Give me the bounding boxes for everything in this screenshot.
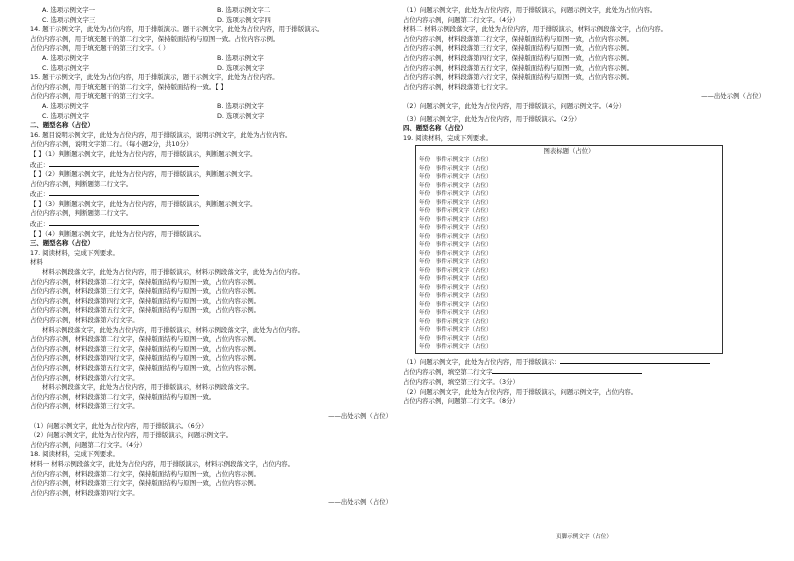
timeline-row: 年份 事件示例文字（占位） [419,327,492,334]
timeline-row: 年份 事件示例文字（占位） [419,157,492,164]
timeline-row: 年份 事件示例文字（占位） [419,267,492,274]
text-line: 占位内容示例，材料段落第六行文字。 [30,373,139,382]
text-line: （2）问题示例文字，此处为占位内容，用于排版演示，问题示例文字，占位内容。 [403,387,638,396]
right-column [403,6,765,407]
text-line: 占位内容示例，材料段落第二行文字，保持版面结构与原图一致，占位内容示例。 [30,469,261,478]
timeline-row: 年份 事件示例文字（占位） [419,174,492,181]
text-line: （2）问题示例文字，此处为占位内容，用于排版演示，问题示例文字。（4分） [403,101,626,110]
choice-option: C. 选项示例文字三 [42,15,96,24]
text-line: 占位内容示例，材料段落第四行文字，保持版面结构与原图一致，占位内容示例。 [30,296,261,305]
text-line: 占位内容示例，材料段落第四行文字。 [30,488,139,497]
text-line: 17. 阅读材料，完成下列要求。 [30,248,119,257]
text-line: 占位内容示例，问题第二行文字。（8分） [403,397,519,406]
text-line: 占位内容示例，材料段落第四行文字，保持版面结构与原图一致，占位内容示例。 [30,354,261,363]
text-line: 材料示例段落文字，此处为占位内容，用于排版演示，材料示例段落文字，此处为占位内容。 [42,325,305,334]
timeline-row: 年份 事件示例文字（占位） [419,310,492,317]
text-line: 占位内容示例，材料段落第三行文字，保持版面结构与原图一致，占位内容示例。 [30,344,261,353]
text-line: 【 】（1）判断题示例文字，此处为占位内容，用于排版演示，判断题示例文字。 [30,149,257,158]
choice-option: A. 选项示例文字 [42,53,89,62]
timeline-row: 年份 事件示例文字（占位） [419,335,492,342]
text-line: 占位内容示例，判断题第二行文字。 [30,209,133,218]
left-column [30,6,392,508]
text-line: 占位内容示例，材料段落第五行文字，保持版面结构与原图一致，占位内容示例。 [30,306,261,315]
text-line: 材料示例段落文字，此处为占位内容，用于排版演示，材料示例段落文字。 [42,383,253,392]
text-line: 占位内容示例，材料段落第三行文字。 [30,402,139,411]
section-heading: 三、题型名称（占位） [30,239,94,248]
choice-option: A. 选项示例文字一 [42,6,96,14]
text-line: 占位内容示例，用于填充题干的第三行文字。（ ） [30,44,170,53]
choice-option: B. 选项示例文字二 [217,6,271,14]
text-line: 占位内容示例，材料段落第二行文字，保持版面结构与原图一致，占位内容示例。 [30,335,261,344]
material-source: ——出处示例（占位） [328,411,392,420]
choice-option: A. 选项示例文字 [42,101,89,110]
timeline-row: 年份 事件示例文字（占位） [419,301,492,308]
choice-row [30,102,392,112]
choice-option: C. 选项示例文字 [42,111,89,120]
timeline-box [415,145,723,354]
text-line: （1）问题示例文字，此处为占位内容，用于排版演示，问题示例文字，此处为占位内容。 [403,6,657,14]
timeline-row: 年份 事件示例文字（占位） [419,344,492,351]
text-line: 占位内容示例，判断题第二行文字。 [30,179,133,188]
timeline-row: 年份 事件示例文字（占位） [419,284,492,291]
timeline-row: 年份 事件示例文字（占位） [419,318,492,325]
answer-blank[interactable] [49,219,199,226]
choice-option: B. 选项示例文字 [217,101,264,110]
text-line: 占位内容示例，用于填充题干的第二行文字，保持版面结构与原图一致。占位内容示例。 [30,34,280,43]
timeline-row: 年份 事件示例文字（占位） [419,182,492,189]
text-line: 【 】（3）判断题示例文字，此处为占位内容，用于排版演示，判断题示例文字。 [30,199,257,208]
text-line: 占位内容示例，材料段落第二行文字，保持版面结构与原图一致，占位内容示例。 [30,277,261,286]
choice-row [30,16,392,26]
choice-option: D. 选项示例文字 [217,111,265,120]
section-heading: 四、题型名称（占位） [403,124,467,133]
text-line: （3）问题示例文字，此处为占位内容，用于排版演示。（2分） [403,114,581,123]
timeline-row: 年份 事件示例文字（占位） [419,216,492,223]
text-line: 占位内容示例，材料段落第六行文字，保持版面结构与原图一致，占位内容示例。 [403,73,634,82]
page-footer: 页脚示例文字（占位） [556,534,612,540]
text-line: 改正： [30,219,392,230]
timeline-row: 年份 事件示例文字（占位） [419,233,492,240]
text-line: 占位内容示例，问题第二行文字。（4分） [403,15,519,24]
choice-row [30,6,392,16]
choice-row [30,54,392,64]
choice-row [30,112,392,122]
text-line: 材料 [30,258,43,267]
choice-option: C. 选项示例文字 [42,63,89,72]
timeline-row: 年份 事件示例文字（占位） [419,276,492,283]
text-line: 占位内容示例，问题第二行文字。（4分） [30,440,146,449]
text-line: 占位内容示例，填空第二行文字 [403,367,765,378]
answer-blank[interactable] [492,367,642,374]
text-line: 改正： [30,189,392,200]
text-line: 占位内容示例，填空第三行文字。（3分） [403,378,519,386]
text-line: （1）问题示例文字，此处为占位内容，用于排版演示： [403,357,765,368]
text-line: 材料示例段落文字，此处为占位内容，用于排版演示，材料示例段落文字，此处为占位内容。 [42,268,305,277]
section-heading: 二、题型名称（占位） [30,121,94,130]
timeline-row: 年份 事件示例文字（占位） [419,165,492,172]
text-line: 19. 阅读材料，完成下列要求。 [403,133,492,142]
text-line: 14. 题干示例文字，此处为占位内容，用于排版演示。题干示例文字，此处为占位内容，用于排版演示。 [30,25,324,34]
timeline-row: 年份 事件示例文字（占位） [419,191,492,198]
text-line: 材料一 材料示例段落文字，此处为占位内容，用于排版演示，材料示例段落文字，占位内容。 [30,459,295,468]
choice-option: D. 选项示例文字四 [217,15,271,24]
text-line: 占位内容示例，材料段落第三行文字，保持版面结构与原图一致，占位内容示例。 [30,287,261,296]
timeline-row: 年份 事件示例文字（占位） [419,199,492,206]
answer-blank[interactable] [49,189,199,196]
answer-blank[interactable] [49,160,199,167]
text-line: 占位内容示例，材料段落第五行文字，保持版面结构与原图一致，占位内容示例。 [30,363,261,372]
timeline-row: 年份 事件示例文字（占位） [419,259,492,266]
text-line: 占位内容示例，用于填充题干的第二行文字，保持版面结构一致。【 】 [30,82,227,91]
text-line: 占位内容示例，说明文字第二行。（每小题2分，共10分） [30,140,193,149]
text-line: 占位内容示例，材料段落第三行文字，保持版面结构与原图一致，占位内容示例。 [30,479,261,488]
text-line: 占位内容示例，材料段落第六行文字。 [30,316,139,324]
text-line: 占位内容示例，材料段落第二行文字，保持版面结构与原图一致。 [30,392,216,401]
choice-option: B. 选项示例文字 [217,53,264,62]
text-line: 18. 阅读材料，完成下列要求。 [30,450,119,459]
text-line: 16. 题目说明示例文字，此处为占位内容，用于排版演示，说明示例文字，此处为占位内容。 [30,130,292,139]
timeline-title: 图表标题（占位） [543,147,595,156]
text-line: 【 】（2）判断题示例文字，此处为占位内容，用于排版演示，判断题示例文字。 [30,170,257,179]
text-line: （1）问题示例文字，此处为占位内容，用于排版演示。（6分） [30,421,208,430]
text-line: 占位内容示例，材料段落第七行文字。 [403,82,512,91]
text-line: 占位内容示例，用于填充题干的第三行文字。 [30,92,158,101]
timeline-row: 年份 事件示例文字（占位） [419,293,492,300]
text-line: （2）问题示例文字，此处为占位内容，用于排版演示，问题示例文字。 [30,431,233,440]
timeline-row: 年份 事件示例文字（占位） [419,242,492,249]
choice-option: D. 选项示例文字 [217,63,265,72]
text-line: 占位内容示例，材料段落第三行文字，保持版面结构与原图一致，占位内容示例。 [403,44,634,53]
text-line: 改正： [30,160,392,171]
timeline-row: 年份 事件示例文字（占位） [419,250,492,257]
text-line: 15. 题干示例文字，此处为占位内容，用于排版演示，题干示例文字，此处为占位内容。 [30,73,279,82]
text-line: 占位内容示例，材料段落第五行文字，保持版面结构与原图一致，占位内容示例。 [403,63,634,72]
text-line: 材料二 材料示例段落文字，此处为占位内容，用于排版演示，材料示例段落文字，占位内容。 [403,25,668,34]
choice-row [30,64,392,74]
text-line: 占位内容示例，材料段落第四行文字，保持版面结构与原图一致，占位内容示例。 [403,53,634,62]
text-line: 占位内容示例，材料段落第二行文字，保持版面结构与原图一致，占位内容示例。 [403,34,634,43]
material-source: ——出处示例（占位） [328,498,392,507]
material-source: ——出处示例（占位） [701,92,765,101]
timeline-row: 年份 事件示例文字（占位） [419,208,492,215]
answer-blank[interactable] [560,357,710,364]
timeline-row: 年份 事件示例文字（占位） [419,225,492,232]
text-line: 【 】（4）判断题示例文字，此处为占位内容，用于排版演示。 [30,229,206,238]
